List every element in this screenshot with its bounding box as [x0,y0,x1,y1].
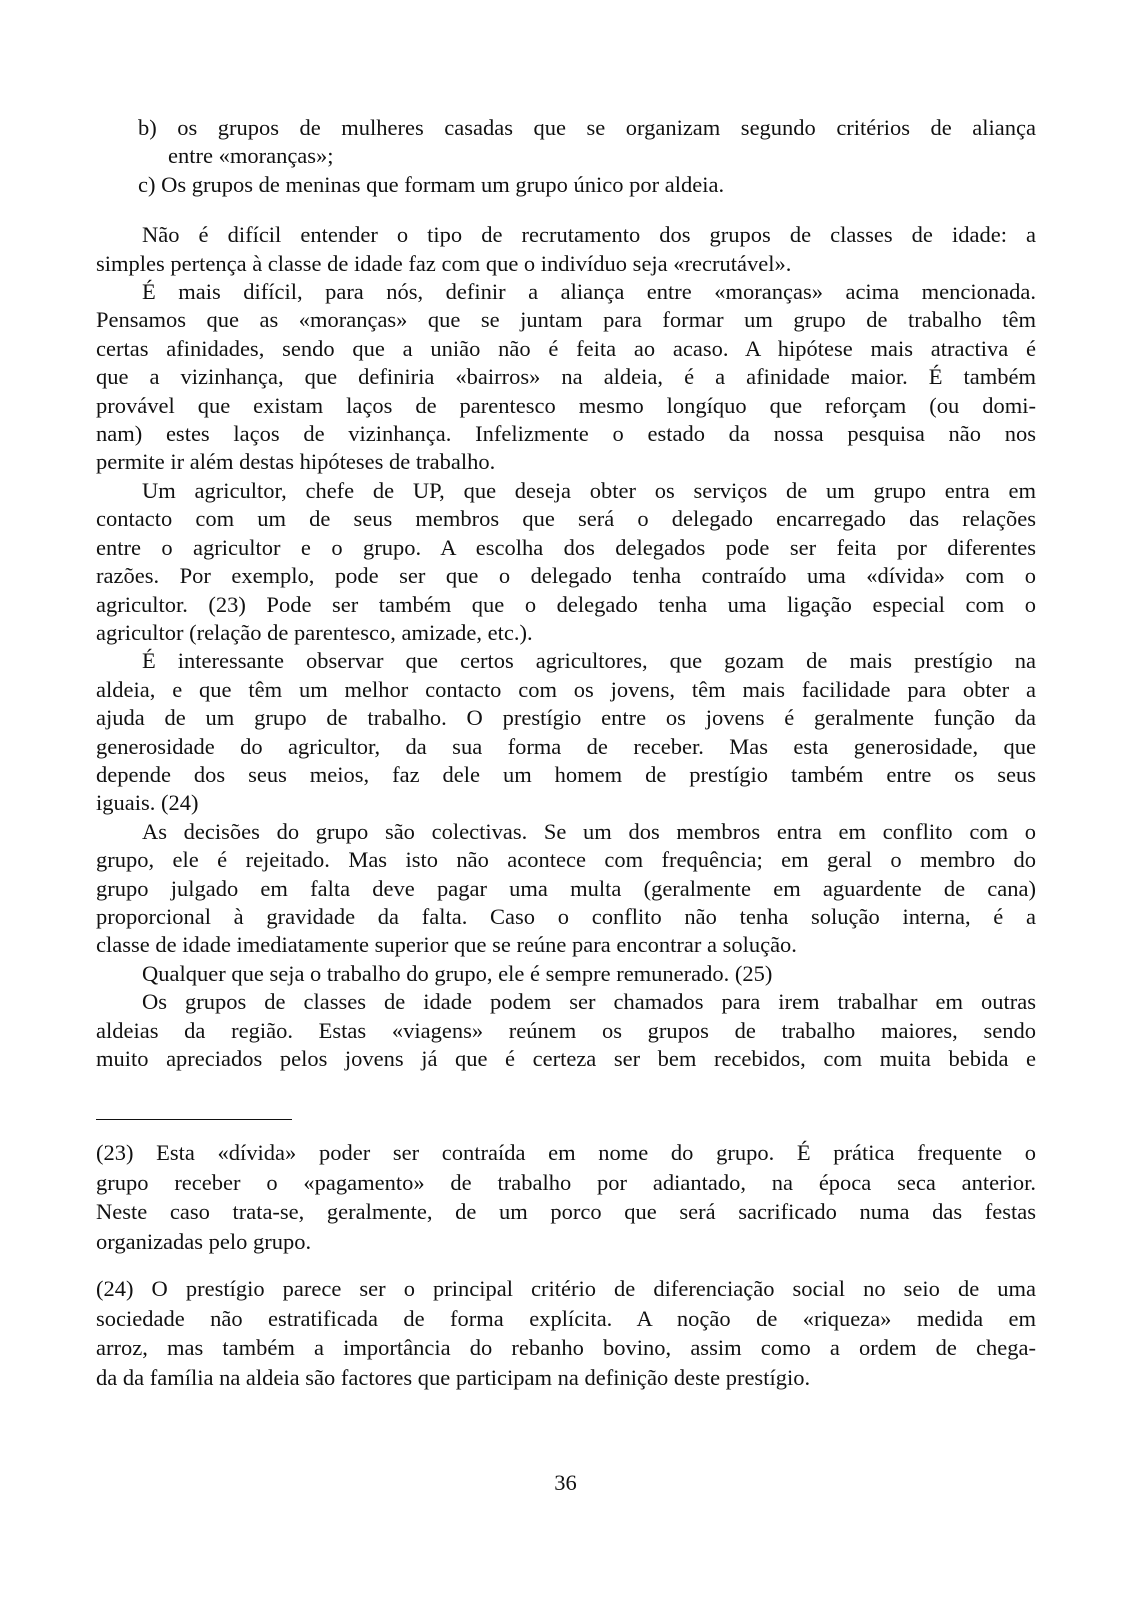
text-line: permite ir além destas hipóteses de trabalho. [96,449,496,475]
list-item-b [96,114,1036,171]
footnote-line: sociedade não estratificada de forma explícita. A noção de «riqueza» medida em [96,1305,1036,1331]
footnote-rule [96,1119,292,1120]
text-line: contacto com um de seus membros que será o delegado encarregado das relações [96,506,1036,532]
paragraph [96,477,1036,647]
text-line: certas afinidades, sendo que a união não é feita ao acaso. A hipótese mais atractiva é [96,335,1036,361]
footnote-24 [96,1274,1036,1392]
text-line: As decisões do grupo são colectivas. Se um dos membros entra em conflito com o [142,818,1036,844]
page-number: 36 [554,1470,577,1495]
text-line: depende dos seus meios, faz dele um homem de prestígio também entre os seus [96,761,1036,787]
text-line: Não é difícil entender o tipo de recrutamento dos grupos de classes de idade: a [142,222,1036,248]
text-line: proporcional à gravidade da falta. Caso o conflito não tenha solução interna, é a [96,903,1036,929]
paragraph [96,221,1036,278]
text-line: Os grupos de classes de idade podem ser chamados para irem trabalhar em outras [142,989,1036,1015]
page-body [96,114,1036,1392]
paragraph [96,960,1036,988]
text-line: nam) estes laços de vizinhança. Infelizmente o estado da nossa pesquisa não nos [96,421,1036,447]
text-line: grupo julgado em falta deve pagar uma multa (geralmente em aguardente de cana) [96,875,1036,901]
text-line: generosidade do agricultor, da sua forma de receber. Mas esta generosidade, que [96,733,1036,759]
text-line: Pensamos que as «moranças» que se juntam para formar um grupo de trabalho têm [96,307,1036,333]
text-line: Um agricultor, chefe de UP, que deseja obter os serviços de um grupo entra em [142,477,1036,503]
paragraph [96,988,1036,1073]
text-line: entre o agricultor e o grupo. A escolha dos delegados pode ser feita por diferentes [96,534,1036,560]
text-line: É interessante observar que certos agricultores, que gozam de mais prestígio na [142,648,1036,674]
text-line: que a vizinhança, que definiria «bairros» na aldeia, é a afinidade maior. É também [96,364,1036,390]
footnote-line: organizadas pelo grupo. [96,1228,312,1254]
text-line: provável que existam laços de parentesco mesmo longíquo que reforçam (ou domi- [96,392,1036,418]
text-line: entre «moranças»; [168,143,334,169]
footnote-line: Neste caso trata-se, geralmente, de um porco que será sacrificado numa das festas [96,1199,1036,1225]
text-line: muito apreciados pelos jovens já que é certeza ser bem recebidos, com muita bebida e [96,1046,1036,1071]
text-line: aldeia, e que têm um melhor contacto com os jovens, têm mais facilidade para obter a [96,676,1036,702]
paragraph [96,818,1036,960]
text-line: classe de idade imediatamente superior que se reúne para encontrar a solução. [96,932,797,958]
text-line: grupo, ele é rejeitado. Mas isto não acontece com frequência; em geral o membro do [96,847,1036,873]
text-line: Qualquer que seja o trabalho do grupo, ele é sempre remunerado. (25) [142,960,773,986]
text-line: aldeias da região. Estas «viagens» reúnem os grupos de trabalho maiores, sendo [96,1017,1036,1043]
paragraph [96,278,1036,477]
text-line: razões. Por exemplo, pode ser que o delegado tenha contraído uma «dívida» com o [96,563,1036,589]
footnote-line: da da família na aldeia são factores que participam na definição deste prestígio. [96,1364,811,1390]
text-line: b) os grupos de mulheres casadas que se organizam segundo critérios de aliança [138,115,1036,140]
footnote-23 [96,1138,1036,1256]
text-line: É mais difícil, para nós, definir a aliança entre «moranças» acima mencionada. [142,279,1036,305]
text-line: iguais. (24) [96,790,199,816]
footnote-line: (24) O prestígio parece ser o principal critério de diferenciação social no seio de uma [96,1276,1036,1302]
text-line: agricultor (relação de parentesco, amizade, etc.). [96,619,533,645]
footnote-line: arroz, mas também a importância do rebanho bovino, assim como a ordem de chega- [96,1335,1036,1361]
text-line: agricultor. (23) Pode ser também que o delegado tenha uma ligação especial com o [96,591,1036,617]
footnote-line: (23) Esta «dívida» poder ser contraída em nome do grupo. É prática frequente o [96,1140,1036,1166]
paragraph [96,647,1036,817]
list-item-c [96,171,1036,199]
text-line: simples pertença à classe de idade faz com que o indivíduo seja «recrutável». [96,250,792,276]
footnote-line: grupo receber o «pagamento» de trabalho por adiantado, na época seca anterior. [96,1169,1036,1195]
text-line: ajuda de um grupo de trabalho. O prestígio entre os jovens é geralmente função da [96,705,1036,731]
text-line: c) Os grupos de meninas que formam um grupo único por aldeia. [138,171,725,197]
